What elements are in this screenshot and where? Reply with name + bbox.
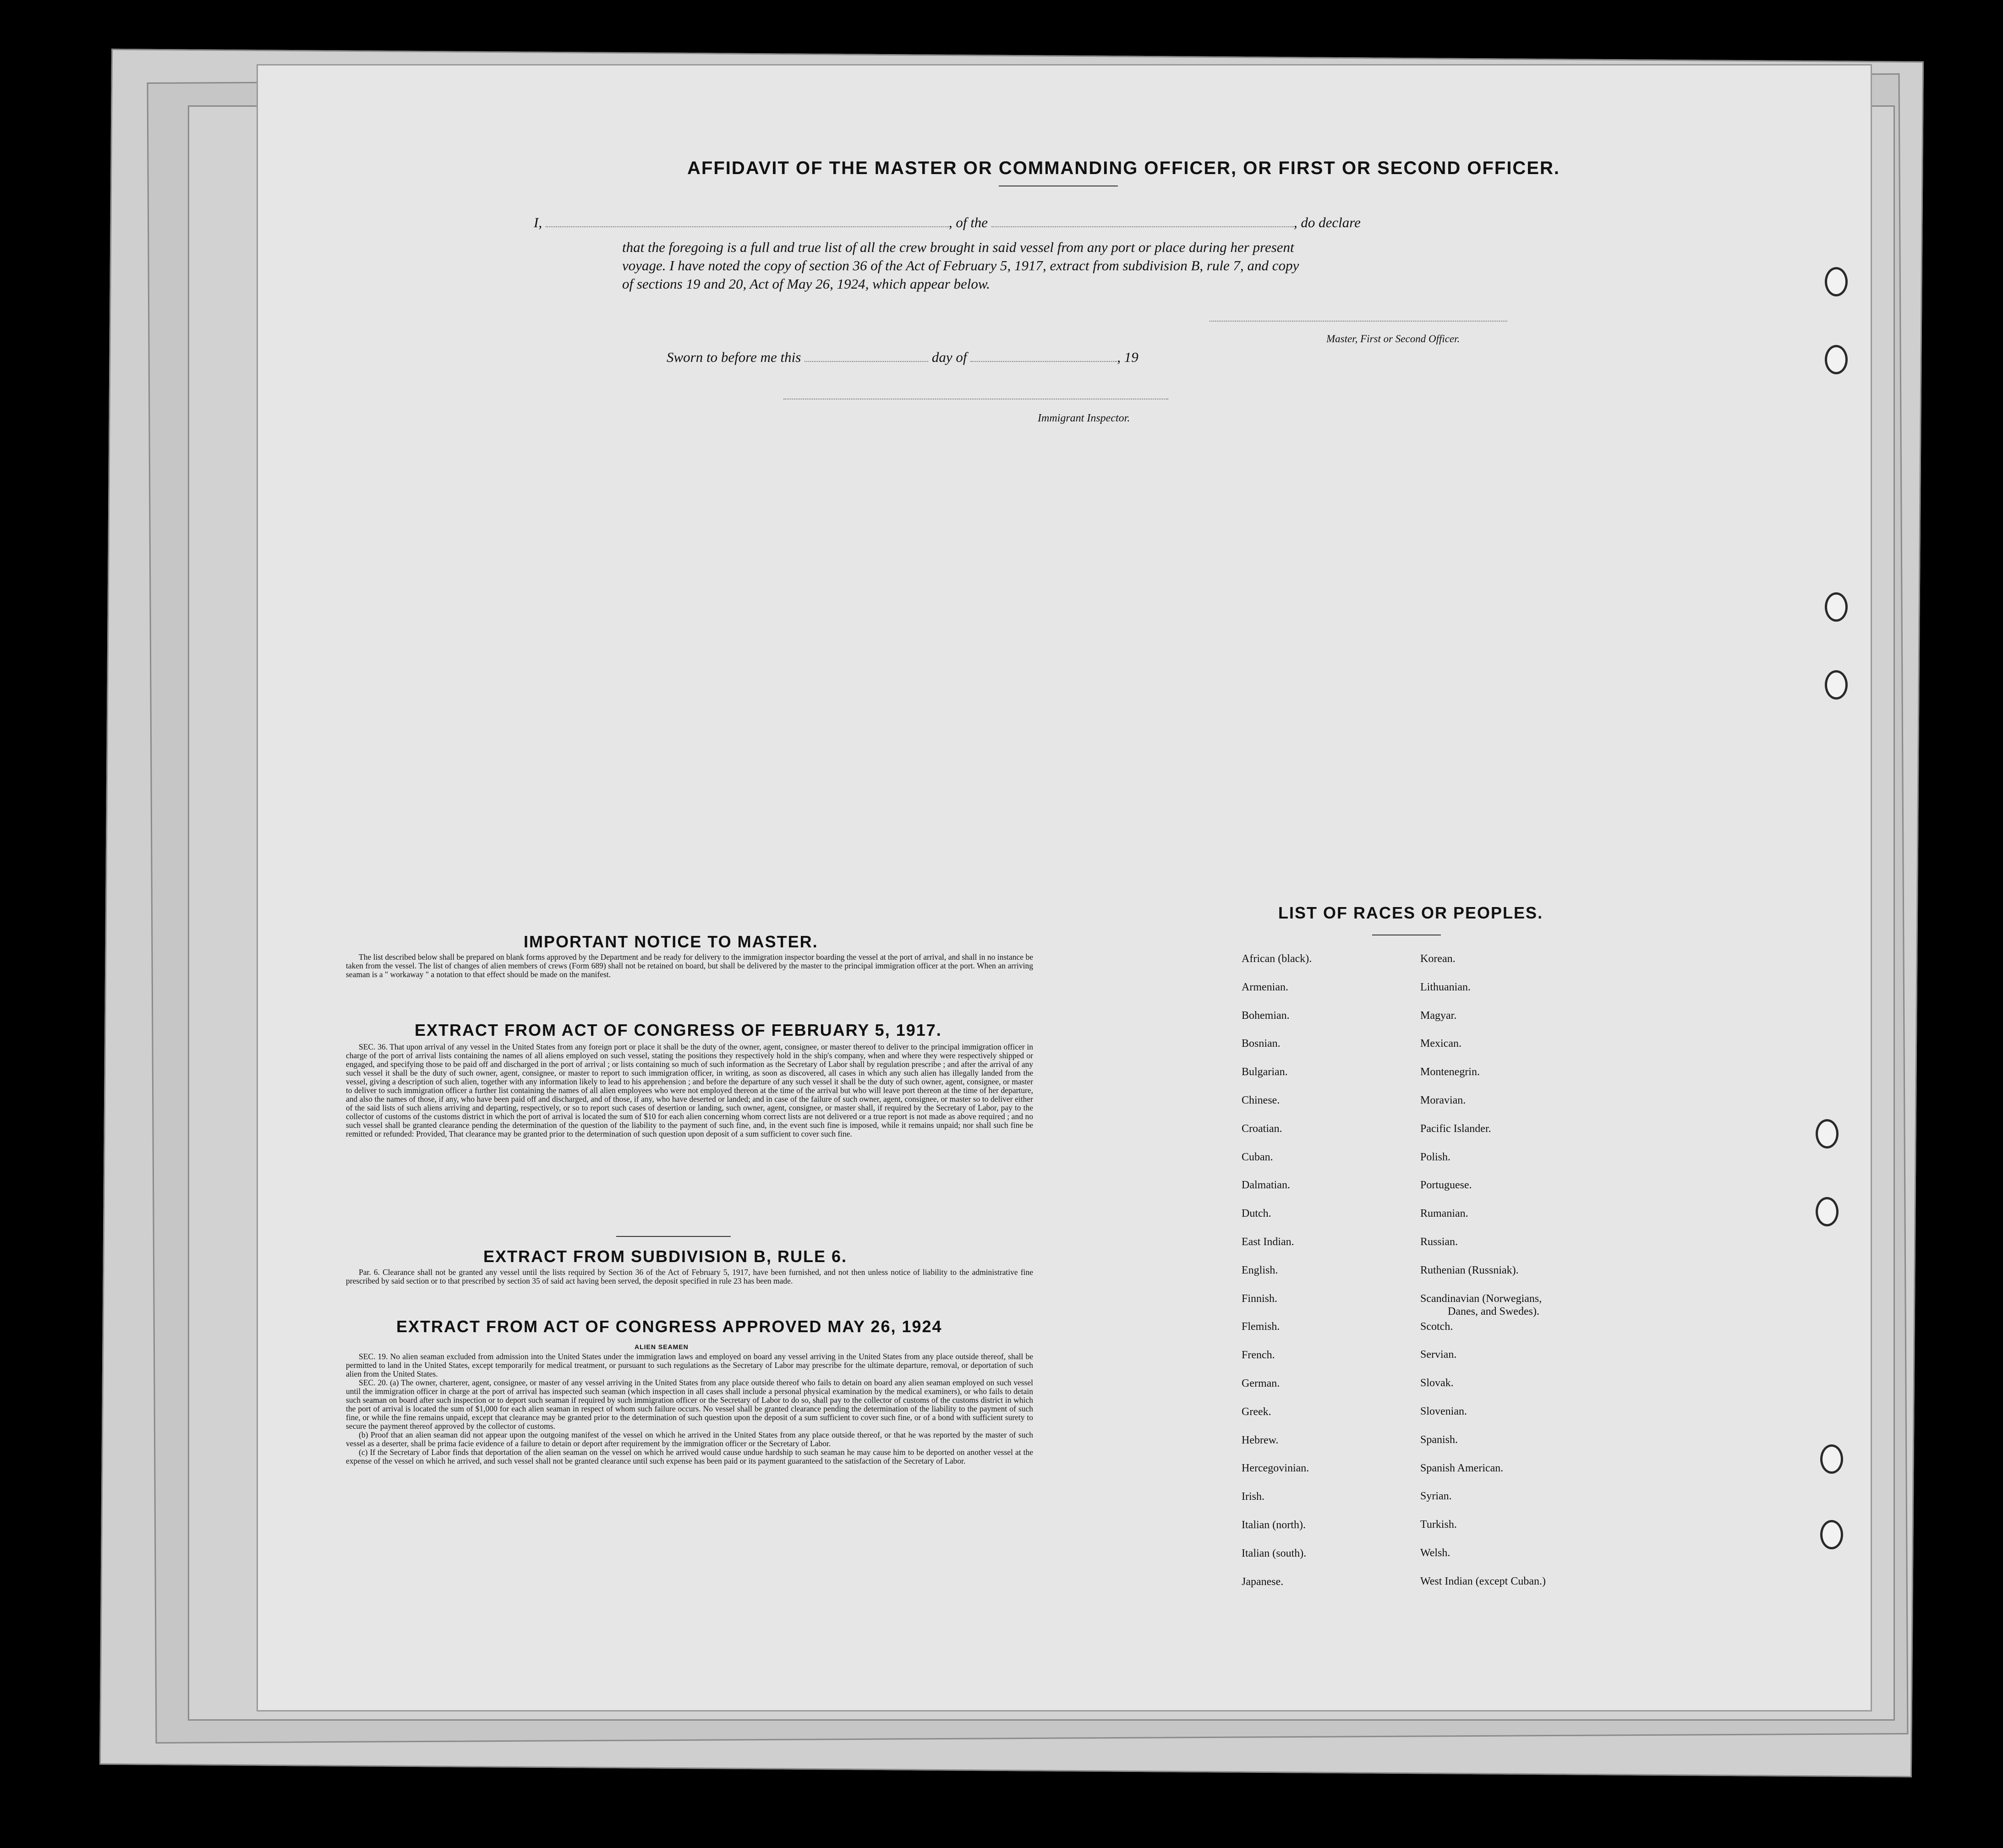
race-item: Dutch. — [1242, 1208, 1271, 1220]
section-36-text: SEC. 36. That upon arrival of any vessel in the United States from any foreign port or place it shall be the duty of the owner, agent, consignee, or master thereof to deliver to the principal immigration officer in charge of the port of arrival lists containing the names of all aliens employed on such vessel, stating the positions they respectively hold in the ship's company, when and where they were respectively shipped or engaged, and specifying those to be paid off and discharged in the port of arrival ; or lists containing so much of such information as the Secretary of Labor shall by regulation prescribe ; and after the arrival of any such vessel it shall be the duty of such owner, agent, consignee, or master to report to such immigration officer, in writing, as soon as discovered, all cases in which any such alien has illegally landed from the vessel, giving a description of such alien, together with any information likely to lead to his apprehension ; and before the departure of any such vessel it shall be the duty of such owner, agent, consignee, or master to deliver to such immigration officer a further list containing the names of all alien employees who were not employed thereon at the time of the arrival but who will leave port thereon at the time of her departure, and also the names of those, if any, who have been paid off and discharged, and of those, if any, who have deserted or landed; and in case of the failure of such owner, agent, consignee, or master so to deliver either of the said lists of such aliens arriving and departing, respectively, or so to report such cases of desertion or landing, such owner, agent, consignee, or master shall, if required by the Secretary of Labor, pay to the collector of customs of the customs district in which the port of arrival is located the sum of $10 for each alien concerning whom correct lists are not delivered or a true report is not made as above required ; and no such vessel shall be granted clearance pending the determination of the question of the liability to the payment of such fine, and, in the event such fine is imposed, while it remains unpaid; nor shall such fine be remitted or refunded: Provided, That clearance may be granted prior to the determination of such question upon deposit of a sum sufficient to cover such fine. — [346, 1042, 1033, 1138]
race-item: Scandinavian (Norwegians, — [1420, 1292, 1542, 1305]
notice-block — [346, 953, 1033, 979]
race-item: Slovenian. — [1420, 1405, 1467, 1417]
section-20a-text: SEC. 20. (a) The owner, charterer, agent, consignee, or master of any vessel arriving in the United States from any place outside thereof who fails to detain on board any alien seaman employed on such vessel until the immigration officer in charge at the port of arrival has inspected such seaman (which inspection in all cases shall include a personal physical examination by the medical examiners), or who fails to detain such seaman on board after such inspection or to deport such seaman if required by such immigration officer or the Secretary of Labor to do so, shall pay to the collector of customs of the customs district in which the port of arrival is located the sum of $1,000 for each alien seaman in respect of whom such failure occurs. No vessel shall be granted clearance pending the determination of the liability to the payment of such fine, or while the fine remains unpaid, except that clearance may be granted prior to the determination of such question upon the deposit of a sum sufficient to cover such fine, or of a bond with sufficient surety to secure the payment thereof approved by the collector of customs. — [346, 1378, 1033, 1431]
binder-hole — [1825, 267, 1848, 296]
master-signature-blank[interactable] — [1209, 321, 1507, 322]
races-right-column — [1420, 953, 1546, 1604]
race-item: Moravian. — [1420, 1094, 1466, 1106]
race-item: Hercegovinian. — [1242, 1462, 1309, 1475]
race-item: English. — [1242, 1264, 1278, 1276]
binder-hole — [1825, 345, 1848, 374]
race-item: Servian. — [1420, 1349, 1457, 1361]
race-item: Bohemian. — [1242, 1009, 1290, 1022]
binder-hole — [1816, 1119, 1839, 1148]
races-left-column — [1242, 953, 1312, 1604]
race-item: Rumanian. — [1420, 1208, 1468, 1220]
sworn-day-of: day of — [931, 349, 967, 365]
race-item: Slovak. — [1420, 1377, 1454, 1389]
race-item: Hebrew. — [1242, 1434, 1279, 1446]
sworn-year: , 19 — [1117, 349, 1138, 365]
declaration-line-4: of sections 19 and 20, Act of May 26, 1924, which appear below. — [622, 276, 991, 292]
vessel-blank[interactable] — [991, 226, 1294, 227]
race-item: Polish. — [1420, 1151, 1451, 1163]
race-item: Italian (south). — [1242, 1547, 1307, 1559]
binder-hole — [1816, 1197, 1839, 1226]
race-item: Chinese. — [1242, 1094, 1280, 1106]
race-item: Spanish. — [1420, 1433, 1458, 1446]
race-item: Scotch. — [1420, 1320, 1453, 1333]
race-item: Syrian. — [1420, 1490, 1452, 1503]
race-item: Russian. — [1420, 1236, 1458, 1248]
section-20c-text: (c) If the Secretary of Labor finds that deportation of the alien seaman on the vessel on which he arrived would cause undue hardship to such seaman he may cause him to be deported on another vessel at the expense of the vessel on which he arrived, and such vessel shall not be granted clearance until such expense has been paid or its payment guaranteed to the satisfaction of the Secretary of Labor. — [346, 1448, 1033, 1465]
races-title: LIST OF RACES OR PEOPLES. — [1278, 903, 1543, 922]
declaration-line-3: voyage. I have noted the copy of section 36 of the Act of February 5, 1917, extract from subdivision B, rule 7, and copy — [622, 257, 1299, 273]
notice-text: The list described below shall be prepared on blank forms approved by the Department and be ready for delivery to the immigration inspector boarding the vessel at the port of arrival, and shall in no instance be taken from the vessel. The list of changes of alien members of crews (Form 689) shall not be retained on board, but shall be delivered by the master to the principal immigration officer at the port. When an arriving seaman is a " workaway " a notation to that effect should be made on the manifest. — [346, 952, 1033, 979]
inspector-label: Immigrant Inspector. — [1038, 412, 1130, 424]
race-item: African (black). — [1242, 953, 1312, 965]
extract-rule-block — [346, 1268, 1033, 1285]
binder-hole — [1825, 592, 1848, 622]
race-item: Welsh. — [1420, 1547, 1450, 1559]
declaration-i: I, — [534, 214, 542, 230]
race-item: Spanish American. — [1420, 1462, 1504, 1474]
race-item: Irish. — [1242, 1491, 1264, 1503]
extract-rule-title: EXTRACT FROM SUBDIVISION B, RULE 6. — [483, 1247, 848, 1266]
race-item: Croatian. — [1242, 1122, 1282, 1135]
race-item: West Indian (except Cuban.) — [1420, 1575, 1546, 1587]
race-item: Ruthenian (Russniak). — [1420, 1264, 1519, 1276]
name-blank[interactable] — [546, 226, 949, 227]
section-20b-text: (b) Proof that an alien seaman did not appear upon the outgoing manifest of the vessel on which he arrived in the United States from any place outside thereof, or that he was reported by the master of such vessel as a deserter, shall be prima facie evidence of a failure to detain or deport after requirement by the immigration officer or the Secretary of Labor. — [346, 1430, 1033, 1448]
race-item: Greek. — [1242, 1405, 1271, 1418]
race-item: Danes, and Swedes). — [1448, 1305, 1539, 1318]
section-rule — [616, 1236, 731, 1237]
race-item: Mexican. — [1420, 1038, 1461, 1050]
race-item: Finnish. — [1242, 1292, 1278, 1305]
race-item: Dalmatian. — [1242, 1179, 1290, 1192]
affidavit-title: AFFIDAVIT OF THE MASTER OR COMMANDING OFFICER, OR FIRST OR SECOND OFFICER. — [687, 158, 1560, 178]
extract-1917-title: EXTRACT FROM ACT OF CONGRESS OF FEBRUARY 5, 1917. — [415, 1021, 942, 1039]
binder-hole — [1820, 1520, 1843, 1549]
race-item: East Indian. — [1242, 1236, 1294, 1248]
binder-hole — [1825, 670, 1848, 700]
alien-seamen-subtitle: ALIEN SEAMEN — [635, 1343, 689, 1350]
race-item: Korean. — [1420, 953, 1456, 965]
declaration-line-2: that the foregoing is a full and true list of all the crew brought in said vessel from any port or place during her present — [622, 239, 1294, 255]
race-item: Japanese. — [1242, 1575, 1284, 1588]
race-item: Cuban. — [1242, 1151, 1273, 1163]
declaration-end: , do declare — [1293, 214, 1361, 230]
declaration-of: , of the — [948, 214, 988, 230]
race-item: Turkish. — [1420, 1519, 1457, 1531]
race-item: German. — [1242, 1377, 1280, 1389]
race-item: Portuguese. — [1420, 1179, 1472, 1192]
race-item: French. — [1242, 1349, 1275, 1361]
sworn-day-blank[interactable] — [804, 361, 928, 362]
binder-hole — [1820, 1444, 1843, 1474]
race-item: Lithuanian. — [1420, 981, 1471, 993]
race-item: Bosnian. — [1242, 1038, 1281, 1050]
race-item: Montenegrin. — [1420, 1066, 1480, 1078]
declaration-line-1 — [534, 214, 1528, 231]
sworn-line — [667, 349, 1262, 366]
race-item: Flemish. — [1242, 1321, 1280, 1333]
extract-1924-title: EXTRACT FROM ACT OF CONGRESS APPROVED MAY 26, 1924 — [396, 1317, 942, 1336]
race-item: Armenian. — [1242, 981, 1288, 993]
notice-title: IMPORTANT NOTICE TO MASTER. — [524, 932, 818, 951]
rule-6-text: Par. 6. Clearance shall not be granted any vessel until the lists required by Section 36 of the Act of February 5, 1917, have been furnished, and not then unless notice of liability to the administrative fine prescribed by said section or to that prescribed by section 35 of said act having been served, the deposit specified in rule 23 has been made. — [346, 1268, 1033, 1285]
race-item: Italian (north). — [1242, 1519, 1306, 1531]
sworn-month-blank[interactable] — [970, 361, 1117, 362]
race-item: Bulgarian. — [1242, 1066, 1288, 1078]
section-19-text: SEC. 19. No alien seaman excluded from admission into the United States under the immigration laws and employed on board any vessel arriving in the United States from any place outside thereof, shall be permitted to land in the United States, except temporarily for medical treatment, or pursuant to such regulations as the Secretary of Labor may prescribe for the ultimate departure, removal, or deportation of such alien from the United States. — [346, 1352, 1033, 1378]
extract-1924-block — [346, 1352, 1033, 1465]
master-signature-label: Master, First or Second Officer. — [1326, 333, 1460, 344]
race-item: Pacific Islander. — [1420, 1122, 1491, 1135]
extract-1917-block — [346, 1043, 1033, 1138]
race-item: Magyar. — [1420, 1009, 1457, 1022]
sworn-text: Sworn to before me this — [667, 349, 801, 365]
